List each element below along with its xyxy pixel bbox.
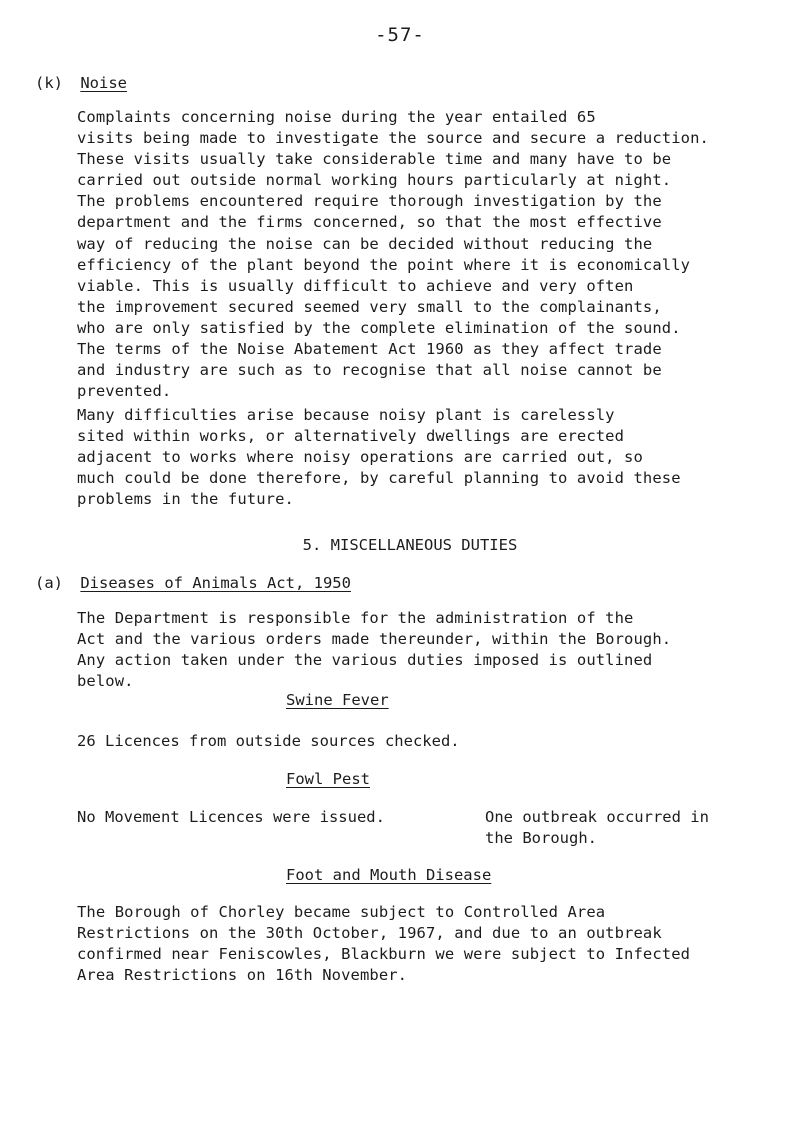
noise-paragraph-1: Complaints concerning noise during the year entailed 65 visits being made to investigate the source and secure a reduction. These visits usually take considerable time and many have to be carried out outside normal working hours particularly at night. The problems encountered require thorough investigation by the department and the firms concerned, so that the most effective way of reducing the noise can be decided without reducing the efficiency of the plant beyond the point where it is economically viable. This is usually difficult to achieve and very often the improvement secured seemed very small to the complainants, who are only satisfied by the complete elimination of the sound. The terms of the Noise Abatement Act 1960 as they affect trade and industry are such as to recognise that all noise cannot be prevented. (77, 108, 709, 401)
noise-paragraph-2: Many difficulties arise because noisy plant is carelessly sited within works, or alternatively dwellings are erected adjacent to works where noisy operations are carried out, so much could be done therefore, by careful planning to avoid these problems in the future. (77, 406, 681, 509)
swine-fever-text: 26 Licences from outside sources checked. (77, 732, 460, 750)
fowl-pest-title: Fowl Pest (286, 770, 370, 788)
diseases-label: (a) (35, 574, 63, 592)
noise-heading (35, 74, 127, 92)
fowl-pest-text-left: No Movement Licences were issued. (77, 808, 385, 826)
diseases-paragraph: The Department is responsible for the administration of the Act and the various orders made thereunder, within the Borough. Any action taken under the various duties imposed is outlined below. (77, 609, 672, 691)
diseases-title: Diseases of Animals Act, 1950 (80, 574, 351, 592)
foot-mouth-paragraph: The Borough of Chorley became subject to Controlled Area Restrictions on the 30th October, 1967, and due to an outbreak confirmed near Feniscowles, Blackburn we were subject to Infected Area Restrictions on 16th November. (77, 903, 691, 985)
fowl-pest-text-right-2: the Borough. (485, 829, 597, 847)
fowl-pest-text-right-1: One outbreak occurred in (485, 808, 709, 826)
miscellaneous-duties-title: 5. MISCELLANEOUS DUTIES (302, 536, 518, 554)
page-number: -57- (375, 24, 425, 46)
noise-title: Noise (80, 74, 128, 92)
noise-label: (k) (35, 74, 63, 92)
diseases-heading (35, 574, 351, 592)
swine-fever-title: Swine Fever (286, 691, 389, 709)
foot-mouth-title: Foot and Mouth Disease (286, 866, 492, 884)
